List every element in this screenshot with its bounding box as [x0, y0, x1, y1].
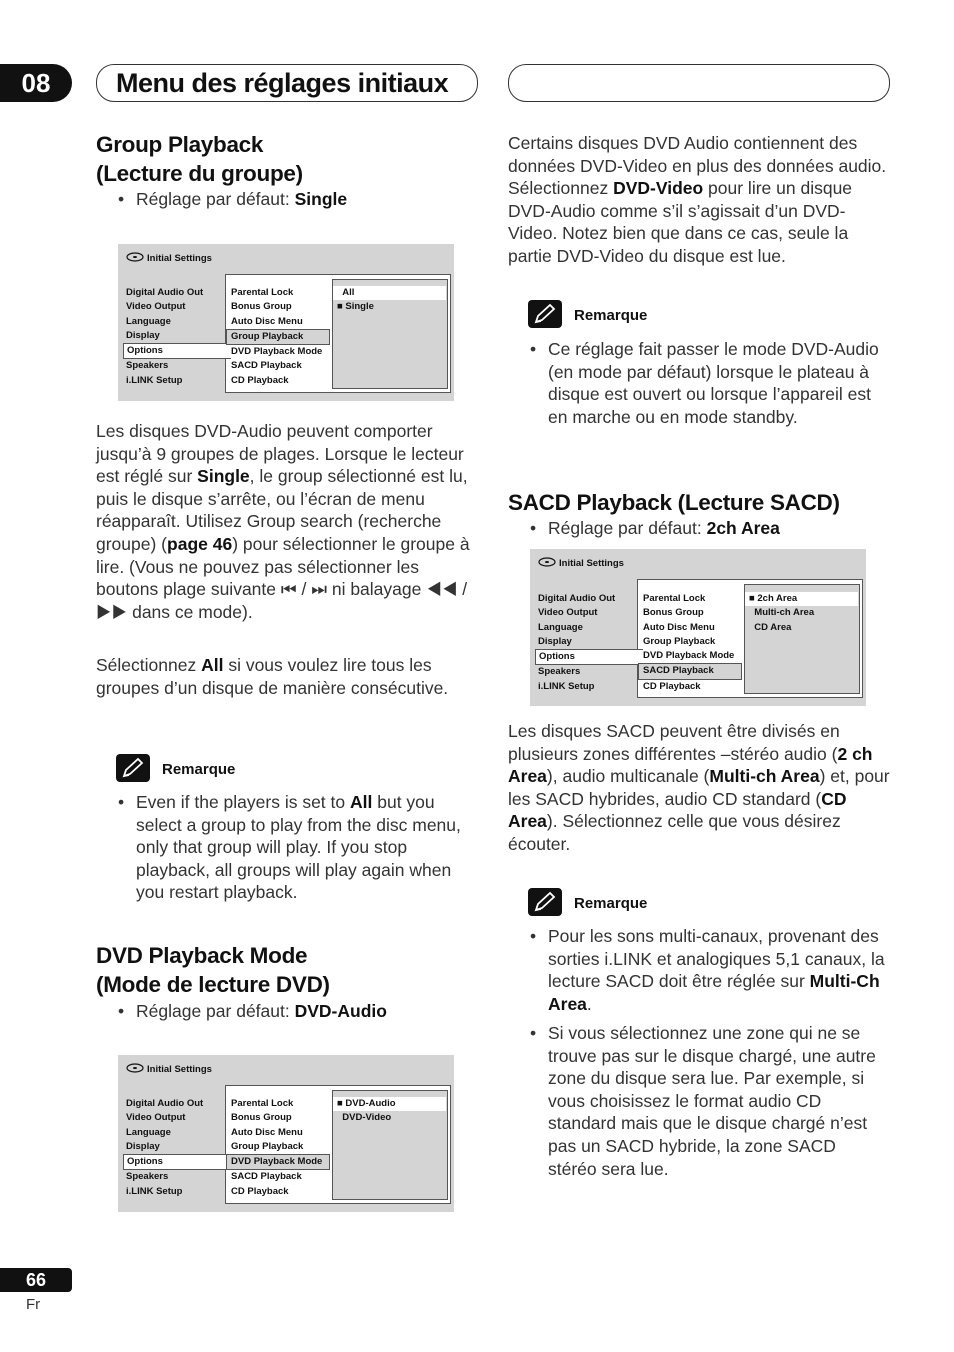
- note-label-3: Remarque: [574, 895, 648, 912]
- language-code: Fr: [26, 1296, 41, 1313]
- disc-icon: [126, 252, 144, 265]
- group-paragraph-2: Sélectionnez All si vous voulez lire tous les groupes d’un disque de manière consécutive.: [96, 655, 449, 698]
- note-1-text: • Even if the players is set to All but you select a group to play from the disc menu, only that group will play. If you stop playback, all groups will play again when you restart playback.: [118, 792, 461, 903]
- osd-sacd-playback: Initial Settings Digital Audio Out Video Output Language Display Options Speakers i.LINK Setup Parental Lock Bonus Group Auto Disc Menu Group Playback DVD Playback Mode SACD Playback CD Playback ■ 2ch Area Multi-ch Area CD Area: [530, 549, 866, 706]
- note-label-2: Remarque: [574, 307, 648, 324]
- dvd-default: • Réglage par défaut: DVD-Audio: [118, 1001, 387, 1021]
- note-pencil-icon: [116, 754, 150, 782]
- note-2-text: • Ce réglage fait passer le mode DVD-Audio (en mode par défaut) lorsque le plateau à disque est ouvert ou lorsque l’appareil est en marche ou en mode standby.: [530, 339, 879, 427]
- note-pencil-icon: [528, 888, 562, 916]
- note-3a-text: • Pour les sons multi-canaux, provenant des sorties i.LINK et analogiques 5,1 canaux, la lecture SACD doit être réglée sur Multi-Ch Area.: [530, 926, 885, 1014]
- note-3b-text: • Si vous sélectionnez une zone qui ne se trouve pas sur le disque chargé, une autre zone du disque sera lue. Par exemple, si vous choisissez le format audio CD standard mais que le disque chargé n’est pas un SACD hybride, la zone SACD stéréo sera lue.: [530, 1023, 876, 1179]
- group-default: • Réglage par défaut: Single: [118, 189, 348, 209]
- page-number: 66: [0, 1268, 72, 1292]
- note-pencil-icon: [528, 300, 562, 328]
- note-label-1: Remarque: [162, 761, 236, 778]
- blank-header-frame: [508, 64, 890, 102]
- dvd-paragraph: Certains disques DVD Audio contiennent des données DVD-Video en plus des données audio. Sélectionnez DVD-Video pour lire un disque DVD-Audio comme s’il s’agissait d’un DVD-Video. Notez bien que dans ce cas, seule la partie DVD-Video du disque est lue.: [508, 133, 887, 266]
- dvd-playback-heading: DVD Playback Mode (Mode de lecture DVD): [96, 943, 330, 997]
- osd-dvd-playback: Initial Settings Digital Audio Out Video Output Language Display Options Speakers i.LINK Setup Parental Lock Bonus Group Auto Disc Menu Group Playback DVD Playback Mode SACD Playback CD Playback ■ DVD-Audio DVD-Video: [118, 1055, 454, 1212]
- sacd-paragraph: Les disques SACD peuvent être divisés en plusieurs zones différentes –stéréo audio (2 ch Area), audio multicanale (Multi-ch Area) et, pour les SACD hybrides, audio CD standard (CD Area). Sélectionnez celle que vous désirez écouter.: [508, 721, 890, 854]
- disc-icon: [538, 557, 556, 570]
- page-title: Menu des réglages initiaux: [116, 68, 449, 98]
- sacd-default: • Réglage par défaut: 2ch Area: [530, 518, 780, 538]
- group-paragraph-1: Les disques DVD-Audio peuvent comporter jusqu’à 9 groupes de plages. Lorsque le lecteur est réglé sur Single, le group sélectionné est lu, puis le disque s’arrête, ou l’écran de menu réapparaît. Utilisez Group search (recherche groupe) (page 46) pour sélectionner le groupe à lire. (Vous ne pouvez pas sélectionner les boutons plage suivante ⏮ / ⏭ ni balayage ◀◀ / ▶▶ dans ce mode).: [96, 421, 470, 622]
- group-playback-heading: Group Playback (Lecture du groupe): [96, 132, 303, 186]
- disc-icon: [126, 1063, 144, 1076]
- sacd-playback-heading: SACD Playback (Lecture SACD): [508, 490, 840, 515]
- osd-group-playback: Initial Settings Digital Audio Out Video Output Language Display Options Speakers i.LINK Setup Parental Lock Bonus Group Auto Disc Menu Group Playback DVD Playback Mode SACD Playback CD Playback All ■ Single: [118, 244, 454, 401]
- chapter-badge: 08: [0, 64, 72, 102]
